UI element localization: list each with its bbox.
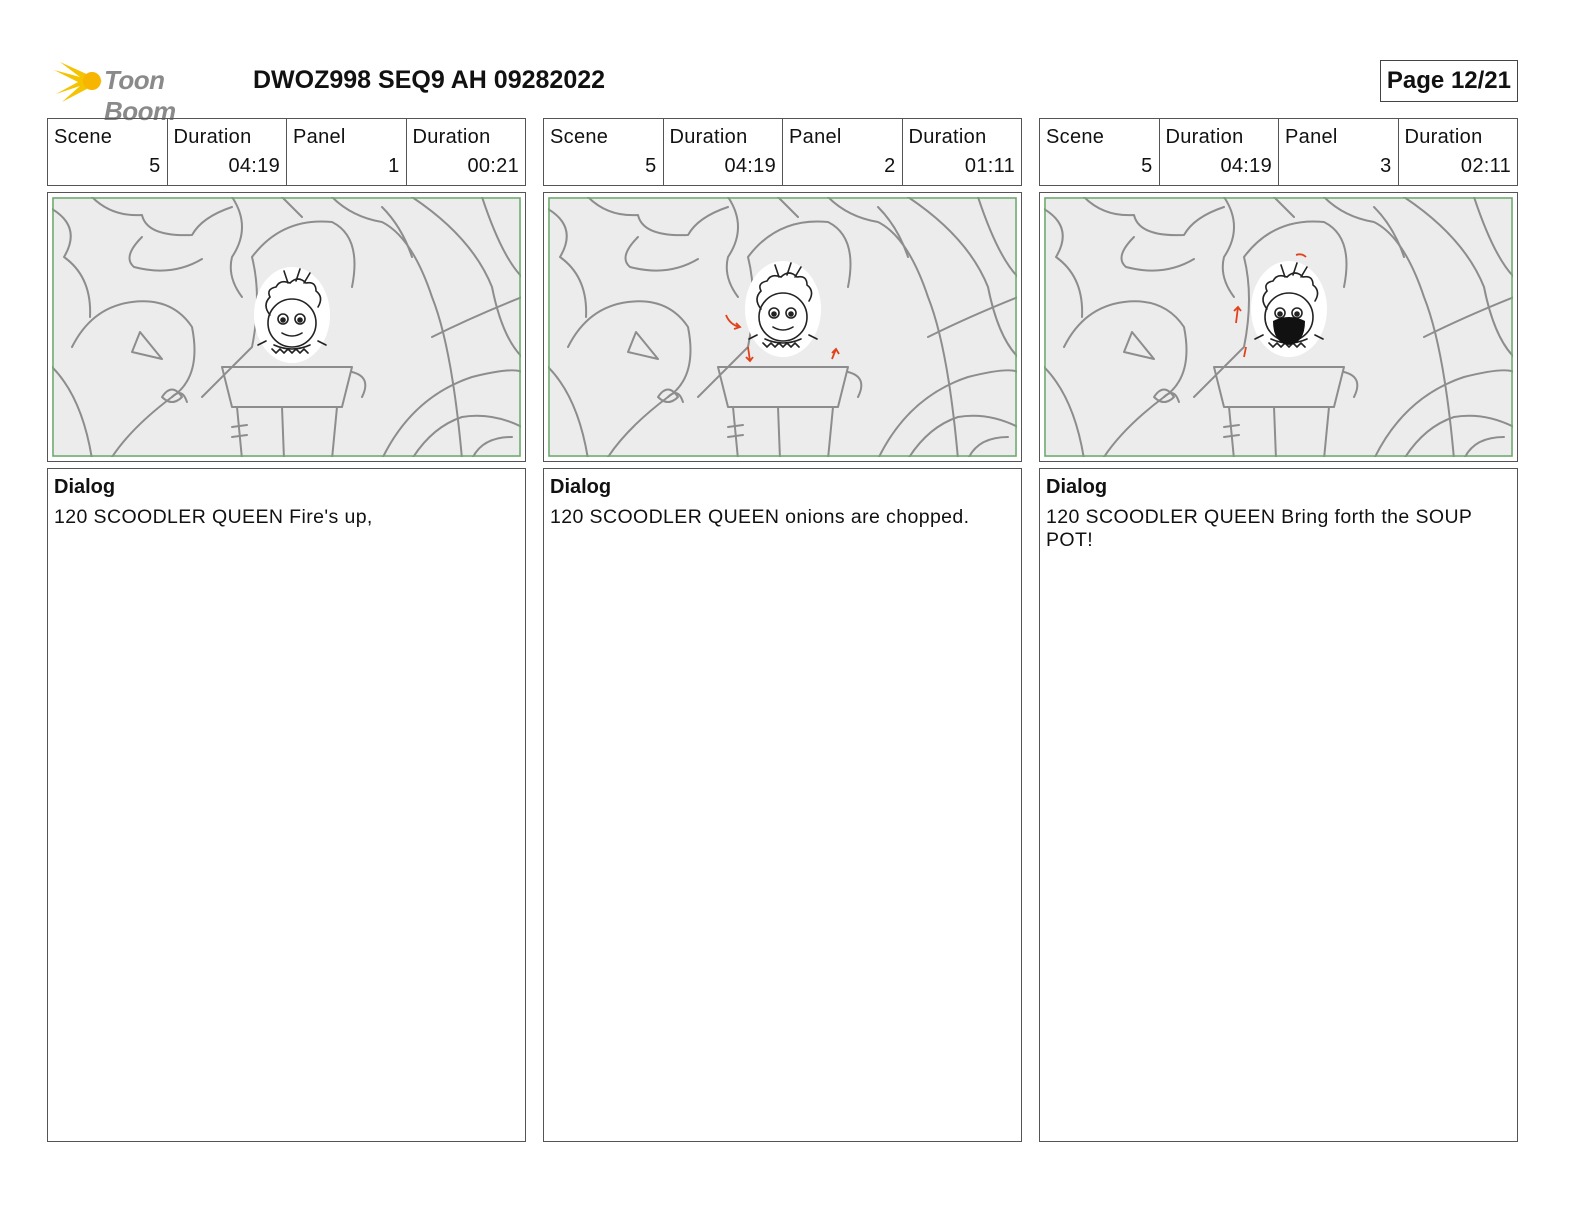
scene-value: 5 — [1141, 155, 1153, 177]
panel-duration-value: 01:11 — [964, 155, 1015, 177]
scene-label: Scene — [54, 126, 113, 148]
scene-cell — [544, 119, 663, 185]
panel-info-bar — [47, 118, 526, 186]
panel-column — [543, 118, 1022, 1142]
queen-character — [745, 261, 821, 357]
storyboard-sketch — [548, 197, 1017, 457]
storyboard-frame — [543, 192, 1022, 462]
scene-duration-value: 04:19 — [724, 155, 776, 177]
panel-info-bar — [1039, 118, 1518, 186]
storyboard-frame — [1039, 192, 1518, 462]
scene-duration-cell — [663, 119, 783, 185]
scene-cell — [1040, 119, 1159, 185]
queen-character — [254, 267, 330, 363]
duration-label: Duration — [1404, 126, 1483, 148]
panel-duration-value: 02:11 — [1460, 155, 1511, 177]
dialog-box — [543, 468, 1022, 1142]
toon-boom-logo — [52, 56, 242, 126]
storyboard-frame — [47, 192, 526, 462]
panel-column — [47, 118, 526, 1142]
storyboard-sketch — [52, 197, 521, 457]
scene-duration-value: 04:19 — [228, 155, 280, 177]
panel-cell — [1278, 119, 1398, 185]
panel-duration-cell — [1398, 119, 1518, 185]
panel-info-bar — [543, 118, 1022, 186]
panel-duration-cell — [406, 119, 526, 185]
storyboard-sketch — [1044, 197, 1513, 457]
scene-label: Scene — [550, 126, 609, 148]
logo-burst-icon — [52, 56, 104, 106]
panel-duration-value: 00:21 — [467, 155, 519, 177]
dialog-text: 120 SCOODLER QUEEN Bring forth the SOUP POT! — [1046, 506, 1472, 551]
panel-cell — [286, 119, 406, 185]
duration-label: Duration — [412, 126, 491, 148]
scene-label: Scene — [1046, 126, 1105, 148]
duration-label: Duration — [173, 126, 252, 148]
duration-label: Duration — [1165, 126, 1244, 148]
document-title: DWOZ998 SEQ9 AH 09282022 — [253, 66, 606, 94]
page-header — [52, 56, 1532, 126]
dialog-text: 120 SCOODLER QUEEN onions are chopped. — [550, 506, 970, 528]
dialog-box — [1039, 468, 1518, 1142]
duration-label: Duration — [669, 126, 748, 148]
panel-label: Panel — [789, 126, 842, 148]
panel-duration-cell — [902, 119, 1022, 185]
scene-duration-value: 04:19 — [1220, 155, 1272, 177]
panel-value: 2 — [884, 155, 896, 177]
scene-value: 5 — [149, 155, 161, 177]
panel-label: Panel — [1285, 126, 1338, 148]
panel-cell — [782, 119, 902, 185]
duration-label: Duration — [908, 126, 987, 148]
dialog-label: Dialog — [54, 476, 116, 498]
scene-duration-cell — [167, 119, 287, 185]
panel-column — [1039, 118, 1518, 1142]
dialog-label: Dialog — [1046, 476, 1108, 498]
logo-text: Toon Boom — [104, 65, 176, 126]
scene-value: 5 — [645, 155, 657, 177]
scene-cell — [48, 119, 167, 185]
page-number: Page 12/21 — [1380, 60, 1518, 102]
dialog-text: 120 SCOODLER QUEEN Fire's up, — [54, 506, 373, 528]
scene-duration-cell — [1159, 119, 1279, 185]
panel-value: 3 — [1380, 155, 1392, 177]
dialog-label: Dialog — [550, 476, 612, 498]
dialog-box — [47, 468, 526, 1142]
panel-label: Panel — [293, 126, 346, 148]
panel-value: 1 — [388, 155, 400, 177]
